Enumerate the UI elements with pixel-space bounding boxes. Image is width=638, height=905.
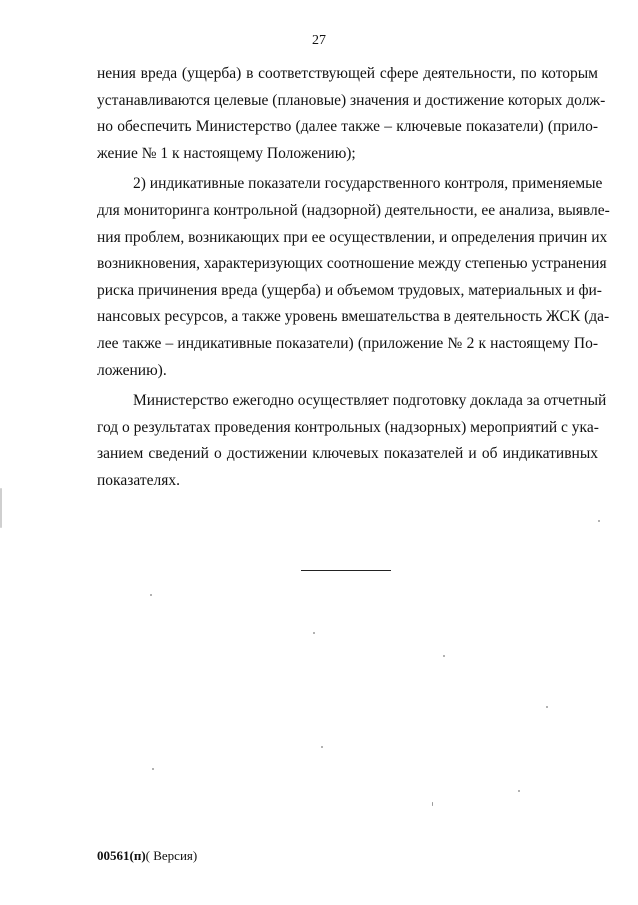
separator-line <box>301 570 391 571</box>
paragraph-3 <box>97 388 607 494</box>
text-line: ложению). <box>97 361 167 379</box>
scan-speck <box>443 655 445 657</box>
version-label: ( Версия) <box>145 848 198 863</box>
body-text <box>97 61 610 495</box>
paragraph-2 <box>97 171 610 384</box>
text-line: но обеспечить Министерство (далее также – ключевые показатели) (прило- <box>97 118 598 136</box>
text-line: для мониторинга контрольной (надзорной) деятельности, ее анализа, выявле- <box>97 201 610 219</box>
text-line: Министерство ежегодно осуществляет подготовку доклада за отчетный <box>133 392 607 410</box>
text-line: возникновения, характеризующих соотношение между степенью устранения <box>97 255 607 273</box>
scan-speck <box>598 520 600 522</box>
text-line: занием сведений о достижении ключевых показателей и об индикативных <box>97 445 598 463</box>
scan-speck <box>152 768 154 770</box>
text-line: лее также – индикативные показатели) (приложение № 2 к настоящему По- <box>97 334 598 352</box>
text-line: ния проблем, возникающих при ее осуществлении, и определения причин их <box>97 228 608 246</box>
scan-speck <box>432 802 433 806</box>
page-number: 27 <box>312 33 326 48</box>
scan-speck <box>321 746 323 748</box>
text-line: показателях. <box>97 471 180 489</box>
text-line: нения вреда (ущерба) в соответствующей сфере деятельности, по которым <box>97 65 598 82</box>
text-line: 2) индикативные показатели государственного контроля, применяемые <box>133 175 603 193</box>
document-code: 00561(п) <box>97 848 146 863</box>
paragraph-1 <box>97 61 606 167</box>
text-line: устанавливаются целевые (плановые) значения и достижение которых долж- <box>97 91 606 109</box>
text-line: жение № 1 к настоящему Положению); <box>97 144 356 162</box>
scan-speck <box>0 488 2 528</box>
footer <box>97 848 197 864</box>
text-line: риска причинения вреда (ущерба) и объемом трудовых, материальных и фи- <box>97 281 602 299</box>
text-line: год о результатах проведения контрольных (надзорных) мероприятий с ука- <box>97 418 599 436</box>
text-line: нансовых ресурсов, а также уровень вмешательства в деятельность ЖСК (да- <box>97 308 610 326</box>
scan-speck <box>518 790 520 792</box>
scan-speck <box>546 706 548 708</box>
scan-speck <box>150 594 152 596</box>
scan-speck <box>313 632 315 634</box>
